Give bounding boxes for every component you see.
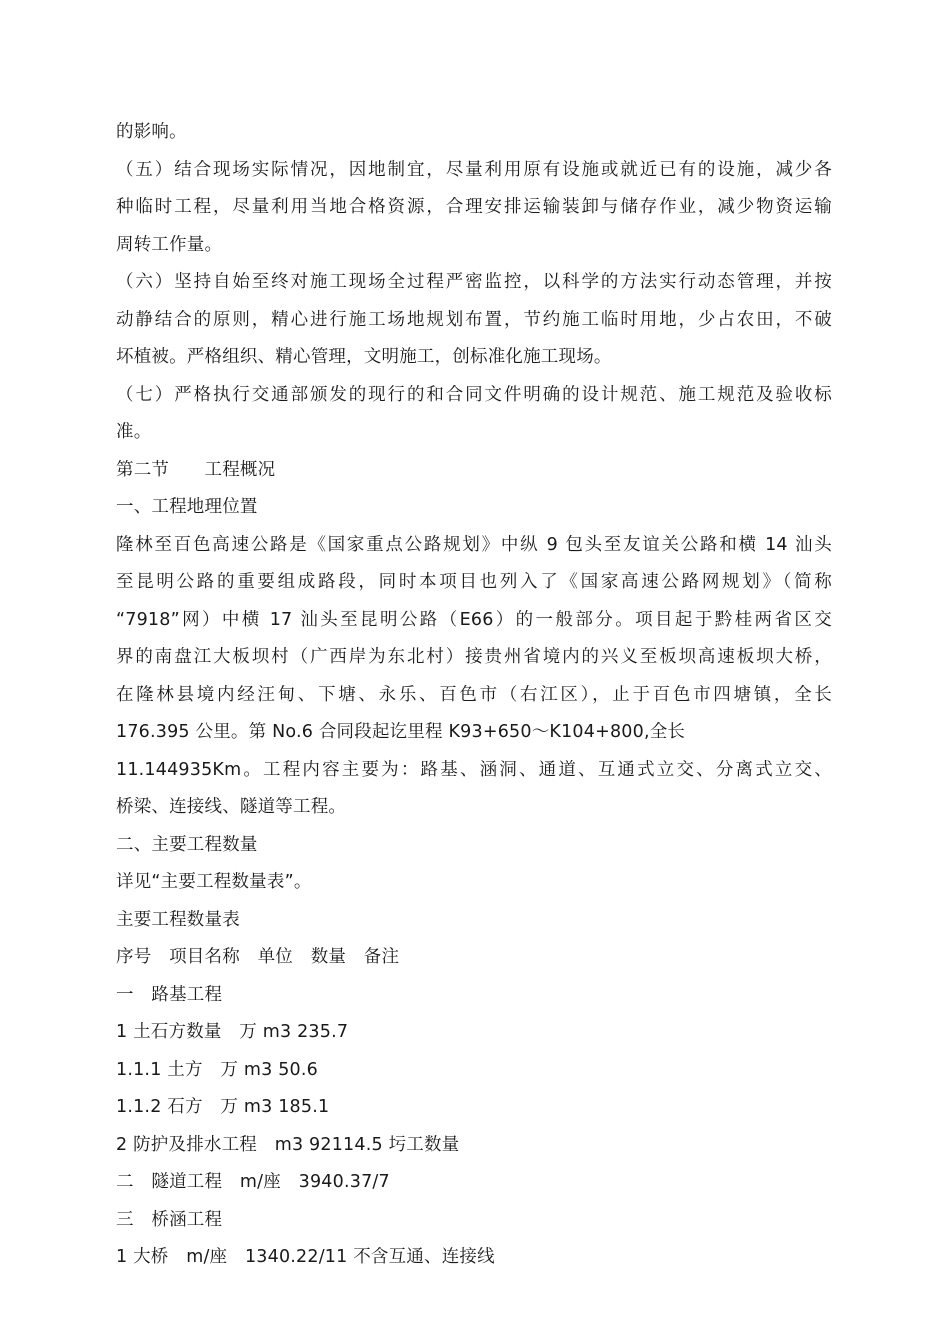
table-line: 二 隧道工程 m/座 3940.37/7 (116, 1172, 390, 1192)
text-line: 详见“主要工程数量表”。 (116, 872, 312, 892)
text-line: 坏植被。严格组织、精心管理，文明施工，创标准化施工现场。 (116, 347, 612, 367)
table-line: 三 桥涵工程 (116, 1209, 223, 1230)
text-line: 动静结合的原则，精心进行施工场地规划布置，节约施工临时用地，少占农田，不破 (116, 309, 832, 330)
text-line: 周转工作量。 (116, 234, 223, 255)
table-line: 1 土石方数量 万 m3 235.7 (116, 1022, 349, 1042)
text-line: 11.144935Km。工程内容主要为：路基、涵洞、通道、互通式立交、分离式立交、 (116, 759, 832, 780)
text-line: （六）坚持自始至终对施工现场全过程严密监控，以科学的方法实行动态管理，并按 (116, 272, 832, 292)
text-line: 隆林至百色高速公路是《国家重点公路规划》中纵 9 包头至友谊关公路和横 14 汕头 (116, 534, 832, 555)
table-line: 1.1.1 土方 万 m3 50.6 (116, 1059, 318, 1080)
subsection-heading: 一、工程地理位置 (116, 497, 258, 517)
text-line: 界的南盘江大板坝村（广西岸为东北村）接贵州省境内的兴义至板坝高速板坝大桥， (116, 647, 832, 667)
text-line: 至昆明公路的重要组成路段，同时本项目也列入了《国家高速公路网规划》（简称 (116, 572, 832, 592)
text-line: （五）结合现场实际情况，因地制宜，尽量利用原有设施或就近已有的设施，减少各 (116, 159, 832, 180)
table-line: 1 大桥 m/座 1340.22/11 不含互通、连接线 (116, 1247, 495, 1267)
text-line: 176.395 公里。第 No.6 合同段起讫里程 K93+650～K104+800,全长 (116, 722, 686, 742)
table-line: 1.1.2 石方 万 m3 185.1 (116, 1097, 330, 1117)
text-line: 准。 (116, 422, 152, 442)
table-line: 2 防护及排水工程 m3 92114.5 圬工数量 (116, 1134, 460, 1155)
text-line: 桥梁、连接线、隧道等工程。 (116, 797, 347, 817)
table-line: 一 路基工程 (116, 984, 223, 1005)
text-line: （七）严格执行交通部颁发的现行的和合同文件明确的设计规范、施工规范及验收标 (116, 384, 832, 405)
text-line: 在隆林县境内经汪甸、下塘、永乐、百色市（右江区），止于百色市四塘镇，全长 (116, 684, 832, 705)
section-heading: 第二节 工程概况 (116, 459, 276, 480)
text-line: “7918”网）中横 17 汕头至昆明公路（E66）的一般部分。项目起于黔桂两省区交 (116, 609, 832, 630)
table-header-line: 序号 项目名称 单位 数量 备注 (116, 947, 400, 967)
text-line: 种临时工程，尽量利用当地合格资源，合理安排运输装卸与储存作业，减少物资运输 (116, 197, 832, 217)
table-title: 主要工程数量表 (116, 909, 240, 930)
document-body (116, 114, 832, 1277)
subsection-heading: 二、主要工程数量 (116, 834, 258, 855)
text-line: 的影响。 (116, 122, 187, 142)
